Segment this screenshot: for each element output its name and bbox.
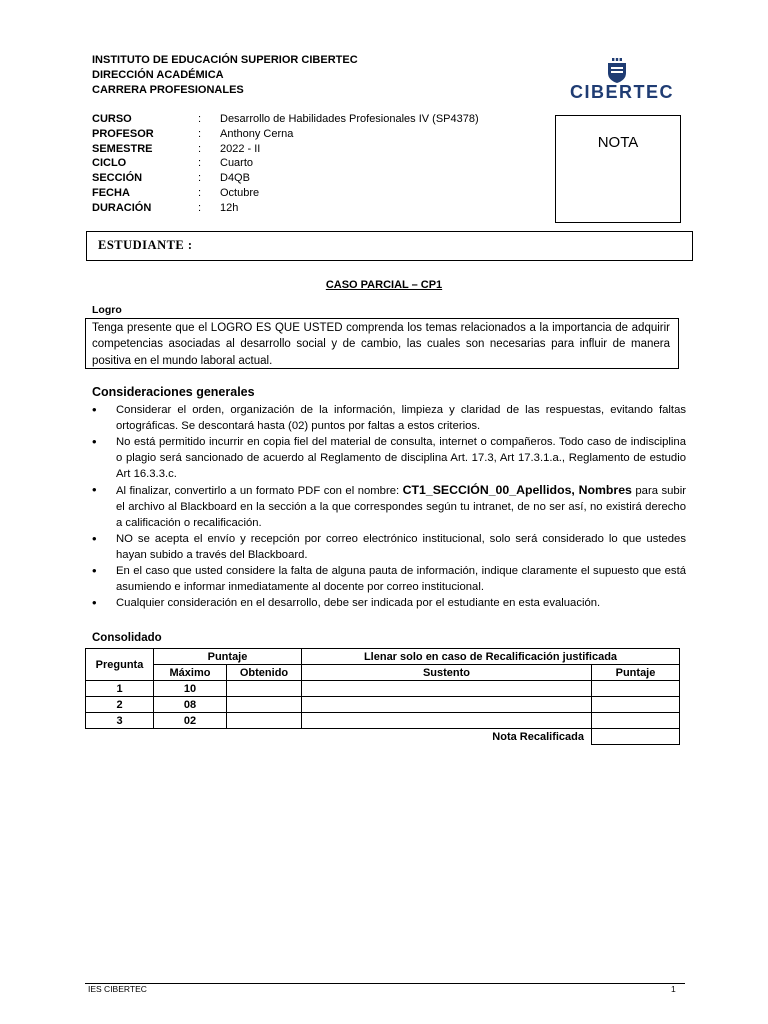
info-value: Desarrollo de Habilidades Profesionales IV (SP4378) xyxy=(220,113,479,125)
info-label: SECCIÓN xyxy=(92,172,143,185)
nota-recalificada-label: Nota Recalificada xyxy=(492,730,584,743)
sustento-cell[interactable] xyxy=(302,681,592,697)
info-colon: : xyxy=(198,142,202,155)
institution-name: INSTITUTO DE EDUCACIÓN SUPERIOR CIBERTEC xyxy=(92,54,358,66)
item-text: para subir el archivo al Blackboard en la sección a la que correspondes según tu intranet, de no ser así, no existirá derecho a calificación o recalificación. xyxy=(116,485,686,529)
career-name: CARRERA PROFESIONALES xyxy=(92,84,244,96)
exam-title: CASO PARCIAL – CP1 xyxy=(325,279,443,291)
pregunta-cell: 3 xyxy=(86,713,154,729)
grade-box[interactable] xyxy=(555,115,681,223)
list-item: • No está permitido incurrir en copia fiel del material de consulta, internet o compañeros. Todo caso de indisciplina o plagio será sancionado de acuerdo al Reglamento de disciplina Art. 17.3, Art 17.3.1.a., Reglamento de estudio Art 16.3.3.c. xyxy=(92,434,686,482)
logro-box: Tenga presente que el LOGRO ES QUE USTED comprenda los temas relacionados a la importancia de adquirir competencias asociadas al desarrollo social y de cambio, las cuales son necesarias para influir de manera positiva en el mundo laboral actual. xyxy=(85,318,679,369)
maximo-cell: 02 xyxy=(154,713,227,729)
page-number: 1 xyxy=(671,984,676,994)
header-puntaje: Puntaje xyxy=(154,649,302,665)
nota-recalificada-cell[interactable] xyxy=(592,729,680,745)
grade-label: NOTA xyxy=(597,134,639,151)
list-item: • En el caso que usted considere la falta de alguna pauta de información, indique claramente el supuesto que está asumiendo e informar inmediatamente al docente por correo institucional. xyxy=(92,563,686,595)
info-label: CICLO xyxy=(92,157,127,170)
table-row xyxy=(86,681,680,697)
info-colon: : xyxy=(198,157,202,170)
pregunta-cell: 1 xyxy=(86,681,154,697)
header-obtenido: Obtenido xyxy=(227,665,302,681)
info-value: Octubre xyxy=(220,186,260,199)
list-item: • NO se acepta el envío y recepción por correo electrónico institucional, solo será considerado lo que ustedes hayan subido a través del Blackboard. xyxy=(92,531,686,563)
table-row xyxy=(86,697,680,713)
obtenido-cell[interactable] xyxy=(227,681,302,697)
info-colon: : xyxy=(198,113,202,125)
info-colon: : xyxy=(198,127,202,140)
header-sustento: Sustento xyxy=(302,665,592,681)
info-colon: : xyxy=(198,201,202,214)
info-label: PROFESOR xyxy=(92,127,154,140)
header-maximo: Máximo xyxy=(154,665,227,681)
puntaje-cell[interactable] xyxy=(592,681,680,697)
puntaje-cell[interactable] xyxy=(592,713,680,729)
sustento-cell[interactable] xyxy=(302,713,592,729)
list-item: • Cualquier consideración en el desarrollo, debe ser indicada por el estudiante en esta evaluación. xyxy=(92,595,686,611)
table-row xyxy=(86,713,680,729)
info-label: SEMESTRE xyxy=(92,142,153,155)
logo-text: CIBERTEC xyxy=(570,82,675,102)
info-value: Cuarto xyxy=(220,157,254,170)
obtenido-cell[interactable] xyxy=(227,697,302,713)
maximo-cell: 08 xyxy=(154,697,227,713)
header-pregunta: Pregunta xyxy=(86,649,154,681)
consolidated-table xyxy=(85,648,680,745)
header-puntaje-recal: Puntaje xyxy=(592,665,680,681)
pdf-filename: CT1_SECCIÓN_00_Apellidos, Nombres xyxy=(402,483,632,497)
cibertec-logo xyxy=(570,58,675,104)
student-label: ESTUDIANTE : xyxy=(98,238,193,252)
info-label: CURSO xyxy=(92,113,132,125)
department-name: DIRECCIÓN ACADÉMICA xyxy=(92,69,224,81)
sustento-cell[interactable] xyxy=(302,697,592,713)
student-name-field[interactable] xyxy=(86,231,693,261)
footer-institution: IES CIBERTEC xyxy=(88,984,147,994)
obtenido-cell[interactable] xyxy=(227,713,302,729)
info-value: 2022 - II xyxy=(220,142,261,155)
item-text: Al finalizar, convertirlo a un formato PDF con el nombre: xyxy=(116,485,403,497)
maximo-cell: 10 xyxy=(154,681,227,697)
info-colon: : xyxy=(198,186,202,199)
considerations-list xyxy=(92,402,686,611)
consolidated-title: Consolidado xyxy=(92,632,162,644)
puntaje-cell[interactable] xyxy=(592,697,680,713)
info-colon: : xyxy=(198,172,202,185)
info-label: DURACIÓN xyxy=(92,201,152,214)
info-value: 12h xyxy=(220,201,239,214)
list-item xyxy=(92,482,686,531)
header-recalificacion: Llenar solo en caso de Recalificación justificada xyxy=(302,649,680,665)
info-value: Anthony Cerna xyxy=(220,127,294,140)
info-label: FECHA xyxy=(92,186,130,199)
logro-label: Logro xyxy=(92,304,122,316)
crest-icon xyxy=(605,58,629,84)
pregunta-cell: 2 xyxy=(86,697,154,713)
list-item: • Considerar el orden, organización de la información, limpieza y claridad de las respuestas, evitando faltas ortográficas. Se descontará hasta (02) puntos por faltas a estos criterios. xyxy=(92,402,686,434)
footer-divider xyxy=(85,983,685,984)
considerations-title: Consideraciones generales xyxy=(92,385,255,399)
info-value: D4QB xyxy=(220,172,250,185)
institution-header xyxy=(92,53,358,98)
